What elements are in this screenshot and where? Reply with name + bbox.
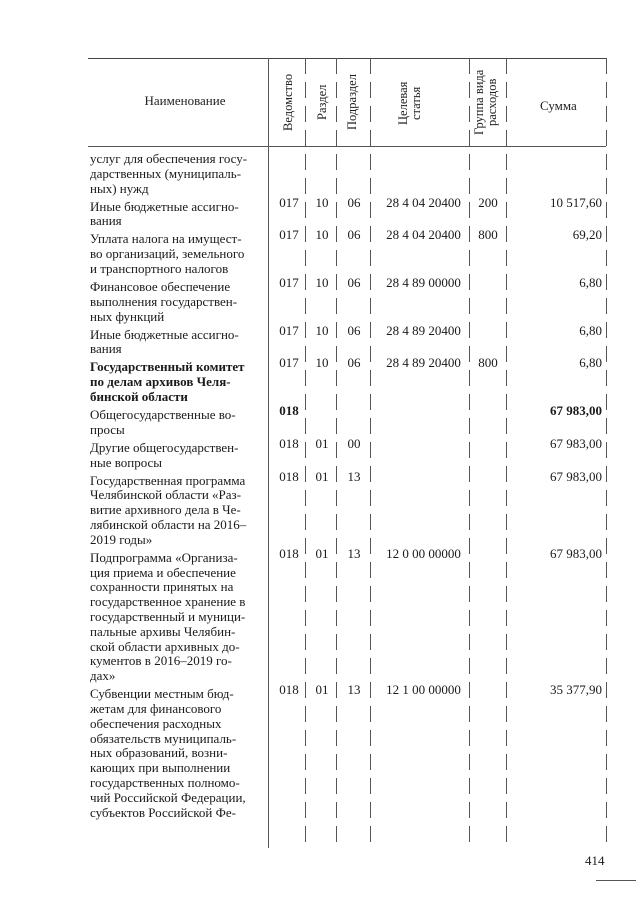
row-0-name bbox=[90, 152, 266, 196]
col-line-5 bbox=[469, 58, 470, 848]
row-6-summa: 67 983,00 bbox=[550, 435, 602, 451]
row-2-vedomstvo: 017 bbox=[279, 275, 299, 290]
row-2-podrazdel: 06 bbox=[347, 275, 361, 290]
row-name-line: Уплата налога на имущест- bbox=[90, 231, 242, 247]
row-name-line: лябинской области на 2016– bbox=[90, 516, 247, 532]
row-8-celevaya: 12 0 00 00000 bbox=[386, 545, 461, 561]
row-6-razdel: 01 bbox=[315, 435, 329, 451]
col-line-4 bbox=[370, 58, 371, 848]
row-name-line: кументов в 2016–2019 го- bbox=[90, 653, 232, 669]
row-0-celevaya: 28 4 04 20400 bbox=[386, 194, 461, 210]
row-7-summa: 67 983,00 bbox=[550, 468, 602, 484]
header-gruppa: Группа вида расходов bbox=[472, 69, 499, 135]
header-vedomstvo: Ведомство bbox=[281, 73, 295, 131]
row-name-line: вания bbox=[90, 341, 122, 357]
row-6-podrazdel: 00 bbox=[347, 435, 361, 451]
row-name-line: государственный и муници- bbox=[90, 608, 246, 624]
row-name-line: государственное хранение в bbox=[90, 594, 246, 610]
row-3-name bbox=[90, 280, 266, 324]
row-9-celevaya: 12 1 00 00000 bbox=[386, 682, 461, 698]
row-name-line: дах» bbox=[90, 668, 116, 684]
row-name-line: сохранности принятых на bbox=[90, 579, 234, 595]
row-name-line: Субвенции местным бюд- bbox=[90, 686, 234, 702]
row-name-line: витие архивного дела в Че- bbox=[90, 502, 241, 518]
row-name-line: Общегосударственные во- bbox=[90, 407, 236, 422]
row-name-line: Подпрограмма «Организа- bbox=[90, 549, 238, 565]
row-7-vedomstvo: 018 bbox=[279, 468, 299, 484]
table-top-rule bbox=[88, 58, 606, 59]
row-name-line: государственных полномо- bbox=[90, 774, 240, 790]
row-8-razdel: 01 bbox=[315, 545, 329, 561]
row-4-name bbox=[90, 328, 266, 358]
row-name-line: кающих при выполнении bbox=[90, 760, 231, 776]
row-name-line: ные вопросы bbox=[90, 454, 163, 470]
col-line-6 bbox=[506, 58, 507, 848]
col-line-2 bbox=[305, 58, 306, 848]
row-name-line: субъектов Российской Фе- bbox=[90, 804, 236, 820]
row-8-summa: 67 983,00 bbox=[550, 545, 602, 561]
header-name: Наименование bbox=[144, 93, 226, 108]
row-3-summa: 6,80 bbox=[579, 322, 602, 338]
row-name-line: выполнения государствен- bbox=[90, 293, 238, 309]
row-name-line: обеспечения расходных bbox=[90, 715, 222, 731]
row-6-name bbox=[90, 408, 266, 438]
row-1-name bbox=[90, 200, 266, 230]
row-name-line: Другие общегосударствен- bbox=[90, 439, 239, 455]
row-1-summa: 69,20 bbox=[572, 227, 602, 243]
row-name-line: жетам для финансового bbox=[90, 700, 222, 716]
row-3-celevaya: 28 4 89 20400 bbox=[386, 322, 461, 338]
row-9-podrazdel: 13 bbox=[347, 682, 361, 698]
row-0-summa: 10 517,60 bbox=[550, 194, 602, 210]
row-9-vedomstvo: 018 bbox=[279, 682, 299, 698]
footer-rule bbox=[596, 880, 636, 881]
page-number: 414 bbox=[585, 853, 605, 868]
row-3-vedomstvo: 017 bbox=[279, 322, 299, 338]
row-name-line: услуг для обеспечения госу- bbox=[90, 151, 248, 166]
row-10-name bbox=[90, 687, 266, 820]
row-name-line: ных) нужд bbox=[90, 180, 149, 196]
row-2-celevaya: 28 4 89 00000 bbox=[386, 275, 461, 290]
row-2-name bbox=[90, 232, 266, 276]
row-name-line: ных образований, возни- bbox=[90, 745, 228, 761]
row-1-vedomstvo: 017 bbox=[279, 227, 299, 243]
row-8-vedomstvo: 018 bbox=[279, 545, 299, 561]
row-name-line: бинской области bbox=[90, 388, 188, 404]
row-name-line: Иные бюджетные ассигно- bbox=[90, 326, 239, 342]
row-1-podrazdel: 06 bbox=[347, 227, 361, 243]
row-1-razdel: 10 bbox=[315, 227, 329, 243]
row-name-line: Государственный комитет bbox=[90, 359, 245, 375]
row-4-summa: 6,80 bbox=[579, 355, 602, 371]
header-celevaya: Целевая статья bbox=[396, 81, 423, 125]
row-name-line: по делам архивов Челя- bbox=[90, 374, 231, 390]
row-3-podrazdel: 06 bbox=[347, 322, 361, 338]
row-4-razdel: 10 bbox=[315, 355, 329, 371]
row-7-name bbox=[90, 441, 266, 471]
row-name-line: 2019 годы» bbox=[90, 531, 153, 547]
row-0-vedomstvo: 017 bbox=[279, 194, 299, 210]
row-9-summa: 35 377,90 bbox=[550, 682, 602, 698]
row-name-line: вания bbox=[90, 213, 122, 229]
header-summa: Сумма bbox=[540, 98, 577, 113]
row-4-gruppa: 800 bbox=[478, 355, 498, 371]
row-name-line: ных функций bbox=[90, 308, 165, 324]
row-8-name bbox=[90, 474, 266, 548]
col-line-1 bbox=[268, 58, 269, 848]
col-line-7 bbox=[606, 58, 607, 848]
row-name-line: Государственная программа bbox=[90, 472, 246, 488]
row-8-podrazdel: 13 bbox=[347, 545, 361, 561]
row-4-podrazdel: 06 bbox=[347, 355, 361, 371]
row-name-line: ской области архивных до- bbox=[90, 638, 240, 654]
row-2-summa: 6,80 bbox=[579, 275, 602, 290]
row-5-summa: 67 983,00 bbox=[550, 403, 602, 418]
row-2-razdel: 10 bbox=[315, 275, 329, 290]
col-line-3 bbox=[336, 58, 337, 848]
row-0-razdel: 10 bbox=[315, 194, 329, 210]
row-name-line: ция приема и обеспечение bbox=[90, 564, 236, 580]
row-0-gruppa: 200 bbox=[478, 194, 498, 210]
row-1-celevaya: 28 4 04 20400 bbox=[386, 227, 461, 243]
row-1-gruppa: 800 bbox=[478, 227, 498, 243]
row-name-line: пальные архивы Челябин- bbox=[90, 623, 236, 639]
row-name-line: чий Российской Федерации, bbox=[90, 789, 246, 805]
row-3-razdel: 10 bbox=[315, 322, 329, 338]
header-bottom-rule bbox=[88, 146, 606, 147]
row-name-line: обязательств муниципаль- bbox=[90, 730, 237, 746]
header-razdel: Раздел bbox=[315, 84, 329, 120]
row-9-razdel: 01 bbox=[315, 682, 329, 698]
row-name-line: и транспортного налогов bbox=[90, 260, 229, 276]
row-name-line: дарственных (муниципаль- bbox=[90, 165, 242, 181]
row-4-celevaya: 28 4 89 20400 bbox=[386, 355, 461, 371]
row-4-vedomstvo: 017 bbox=[279, 355, 299, 371]
row-5-name bbox=[90, 360, 266, 404]
row-name-line: во организаций, земельного bbox=[90, 246, 245, 262]
row-name-line: Финансовое обеспечение bbox=[90, 279, 231, 294]
row-name-line: Челябинской области «Раз- bbox=[90, 487, 242, 503]
row-name-line: Иные бюджетные ассигно- bbox=[90, 198, 239, 214]
header-podrazdel: Подраздел bbox=[345, 74, 359, 130]
row-7-podrazdel: 13 bbox=[347, 468, 361, 484]
row-9-name bbox=[90, 551, 266, 684]
row-name-line: просы bbox=[90, 421, 125, 437]
row-7-razdel: 01 bbox=[315, 468, 329, 484]
row-0-podrazdel: 06 bbox=[347, 194, 361, 210]
row-5-vedomstvo: 018 bbox=[279, 403, 299, 418]
row-6-vedomstvo: 018 bbox=[279, 435, 299, 451]
